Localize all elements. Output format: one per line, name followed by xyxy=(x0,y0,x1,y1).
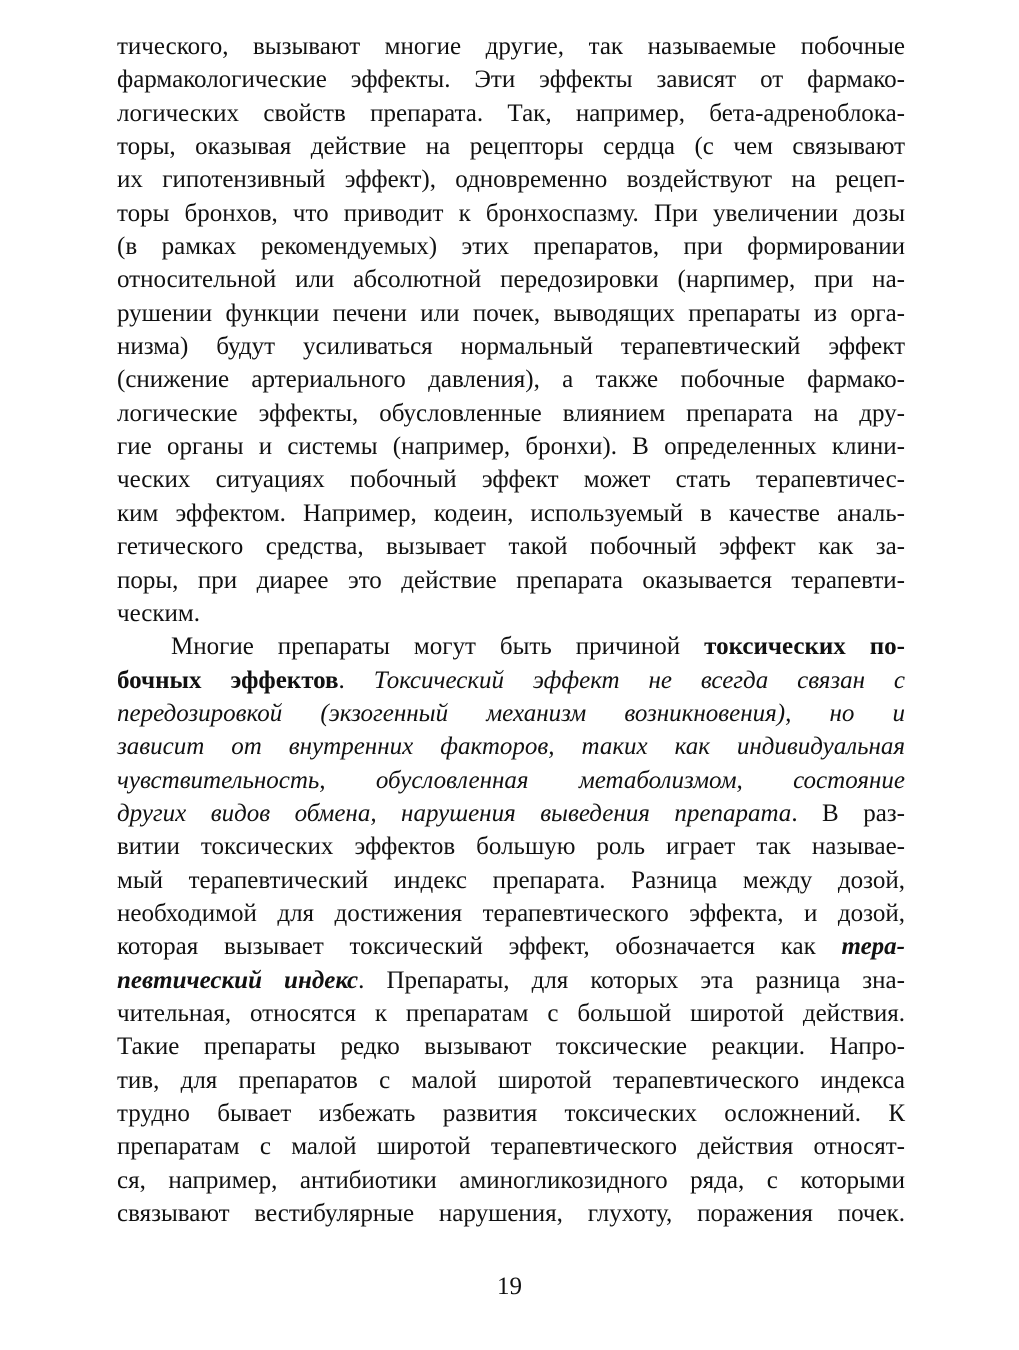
italic-run: чувствительность, обусловленная метаболизмом, состояние xyxy=(117,766,905,794)
text-line xyxy=(117,1197,905,1230)
text-run: . В раз- xyxy=(791,799,905,827)
text-line xyxy=(117,130,905,163)
text-run: низма) будут усиливаться нормальный терапевтический эффект xyxy=(117,333,905,361)
text-run: ким эффектом. Например, кодеин, используемый в качестве аналь- xyxy=(117,499,905,527)
text-run: ческих ситуациях побочный эффект может стать терапевтичес- xyxy=(117,466,905,494)
italic-run: Токсический эффект не всегда связан с xyxy=(373,666,905,694)
text-line xyxy=(117,1097,905,1130)
text-run: гие органы и системы (например, бронхи). В определенных клини- xyxy=(117,433,905,461)
text-run: препаратам с малой широтой терапевтического действия относят- xyxy=(117,1133,905,1161)
bold-term: токсических по- xyxy=(704,633,905,661)
text-run: трудно бывает избежать развития токсических осложнений. К xyxy=(117,1100,905,1127)
text-line xyxy=(117,230,905,263)
text-line xyxy=(117,597,905,630)
text-line xyxy=(117,1030,905,1063)
text-line xyxy=(117,363,905,396)
text-line xyxy=(117,664,905,697)
text-run: их гипотензивный эффект), одновременно воздействуют на рецеп- xyxy=(117,166,905,194)
text-line xyxy=(117,1164,905,1197)
text-line xyxy=(117,630,905,663)
text-line xyxy=(117,997,905,1030)
italic-run: зависит от внутренних факторов, таких как индивидуальная xyxy=(117,733,905,761)
text-run: . xyxy=(338,666,374,694)
italic-run: других видов обмена, нарушения выведения препарата xyxy=(117,799,792,827)
text-run: тив, для препаратов с малой широтой терапевтического индекса xyxy=(117,1066,905,1094)
text-line xyxy=(117,564,905,597)
text-run: связывают вестибулярные нарушения, глухоту, поражения почек. xyxy=(117,1200,905,1228)
text-run: чительная, относятся к препаратам с большой широтой действия. xyxy=(117,999,905,1027)
text-line xyxy=(117,497,905,530)
text-line xyxy=(117,330,905,363)
text-run: рушении функции печени или почек, выводящих препараты из орга- xyxy=(117,299,905,327)
text-line xyxy=(117,830,905,863)
text-run: гетического средства, вызывает такой побочный эффект как за- xyxy=(117,533,905,561)
text-run: торы бронхов, что приводит к бронхоспазму. При увеличении дозы xyxy=(117,199,905,227)
text-line xyxy=(117,197,905,230)
text-line xyxy=(117,764,905,797)
text-line xyxy=(117,30,905,63)
text-line xyxy=(117,397,905,430)
text-line xyxy=(117,463,905,496)
text-run: (снижение артериального давления), а также побочные фармако- xyxy=(117,366,905,394)
text-run: витии токсических эффектов большую роль играет так называе- xyxy=(117,833,905,861)
text-line xyxy=(117,730,905,763)
text-line xyxy=(117,1130,905,1163)
text-run: фармакологические эффекты. Эти эффекты зависят от фармако- xyxy=(117,66,905,94)
text-run: логические эффекты, обусловленные влиянием препарата на дру- xyxy=(117,399,905,427)
text-line xyxy=(117,97,905,130)
text-run: необходимой для достижения терапевтического эффекта, и дозой, xyxy=(117,899,905,927)
text-run: Многие препараты могут быть причиной xyxy=(171,633,705,661)
text-line xyxy=(117,964,905,997)
text-line xyxy=(117,163,905,196)
text-line xyxy=(117,930,905,963)
text-run: ся, например, антибиотики аминогликозидного ряда, с которыми xyxy=(117,1166,905,1194)
italic-run: передозировкой (экзогенный механизм возникновения), но и xyxy=(117,699,905,727)
text-line xyxy=(117,430,905,463)
text-run: ческим. xyxy=(117,599,200,627)
text-line xyxy=(117,263,905,296)
text-run: торы, оказывая действие на рецепторы сердца (с чем связывают xyxy=(117,133,905,161)
text-run: Такие препараты редко вызывают токсические реакции. Напро- xyxy=(117,1033,905,1061)
bold-term: бочных эффектов xyxy=(117,666,339,694)
body-text xyxy=(117,30,905,1230)
bold-italic-term: певтический индекс xyxy=(117,966,359,994)
text-run: (в рамках рекомендуемых) этих препаратов, при формировании xyxy=(117,233,905,261)
text-line xyxy=(117,797,905,830)
bold-italic-term: тера- xyxy=(841,933,905,961)
text-run: поры, при диарее это действие препарата оказывается терапевти- xyxy=(117,566,905,594)
text-line xyxy=(117,297,905,330)
text-run: мый терапевтический индекс препарата. Разница между дозой, xyxy=(117,866,905,894)
text-line xyxy=(117,1064,905,1097)
text-line xyxy=(117,697,905,730)
text-run: тического, вызывают многие другие, так называемые побочные xyxy=(117,33,905,60)
page-number: 19 xyxy=(497,1273,522,1300)
text-line xyxy=(117,864,905,897)
text-line xyxy=(117,530,905,563)
text-run: которая вызывает токсический эффект, обозначается как xyxy=(117,933,842,961)
text-run: логических свойств препарата. Так, например, бета-адреноблока- xyxy=(117,99,905,127)
text-run: относительной или абсолютной передозировки (нарпимер, при на- xyxy=(117,266,905,294)
text-line xyxy=(117,897,905,930)
text-line xyxy=(117,63,905,96)
text-run: . Препараты, для которых эта разница зна- xyxy=(358,966,905,994)
